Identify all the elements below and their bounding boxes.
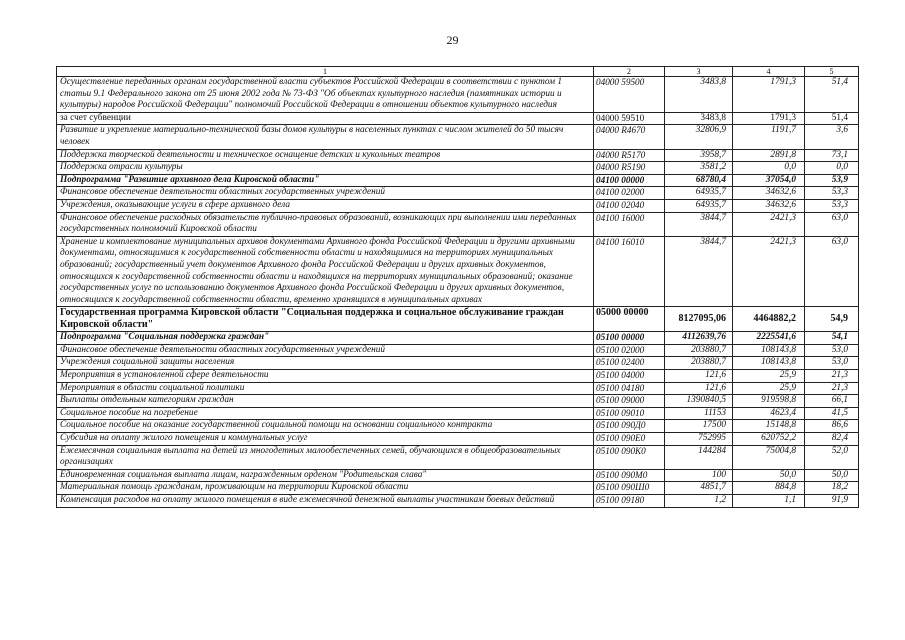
row-plan-value: 1,2 — [665, 495, 733, 508]
column-number-header — [57, 67, 859, 77]
table-row — [57, 174, 859, 187]
table-row — [57, 469, 859, 482]
row-plan-value: 3483,8 — [665, 112, 733, 125]
row-fact-value: 108143,8 — [733, 344, 805, 357]
row-name: Социальное пособие на погребение — [57, 407, 594, 420]
row-name: Подпрограмма "Развитие архивного дела Кировской области" — [57, 174, 594, 187]
row-plan-value: 3844,7 — [665, 212, 733, 236]
row-name: Государственная программа Кировской области "Социальная поддержка и социальное обслуживание граждан Кировской области" — [57, 307, 594, 332]
table-row — [57, 395, 859, 408]
row-fact-value: 2225541,6 — [733, 332, 805, 345]
row-code: 05100 02000 — [594, 344, 665, 357]
row-percent: 63,0 — [805, 236, 859, 307]
table-row — [57, 149, 859, 162]
table-row — [57, 420, 859, 433]
row-code: 05000 00000 — [594, 307, 665, 332]
row-fact-value: 15148,8 — [733, 420, 805, 433]
budget-table — [56, 66, 859, 508]
row-fact-value: 4464882,2 — [733, 307, 805, 332]
table-row — [57, 112, 859, 125]
row-percent: 66,1 — [805, 395, 859, 408]
row-percent: 63,0 — [805, 212, 859, 236]
row-percent: 54,9 — [805, 307, 859, 332]
row-name: Ежемесячная социальная выплата на детей из многодетных малообеспеченных семей, обучающихся в общеобразовательных организациях — [57, 445, 594, 469]
row-percent: 53,0 — [805, 357, 859, 370]
row-fact-value: 34632,6 — [733, 199, 805, 212]
row-plan-value: 68780,4 — [665, 174, 733, 187]
table-row — [57, 125, 859, 149]
row-plan-value: 64935,7 — [665, 199, 733, 212]
row-percent: 53,9 — [805, 174, 859, 187]
row-plan-value: 17500 — [665, 420, 733, 433]
page-number: 29 — [446, 33, 459, 47]
row-name: Социальное пособие на оказание государственной социальной помощи на основании социального контракта — [57, 420, 594, 433]
row-percent: 51,4 — [805, 77, 859, 113]
row-plan-value: 121,6 — [665, 382, 733, 395]
row-name: Финансовое обеспечение деятельности областных государственных учреждений — [57, 344, 594, 357]
row-fact-value: 37054,0 — [733, 174, 805, 187]
row-percent: 73,1 — [805, 149, 859, 162]
row-percent: 0,0 — [805, 162, 859, 175]
row-name: Учреждения социальной защиты населения — [57, 357, 594, 370]
row-fact-value: 1791,3 — [733, 77, 805, 113]
table-row — [57, 236, 859, 307]
row-percent: 21,3 — [805, 370, 859, 383]
row-percent: 53,3 — [805, 187, 859, 200]
row-name: Поддержка отрасли культуры — [57, 162, 594, 175]
row-percent: 53,0 — [805, 344, 859, 357]
table-row — [57, 77, 859, 113]
table-row — [57, 357, 859, 370]
row-name: Развитие и укрепление материально-технической базы домов культуры в населенных пунктах с числом жителей до 50 тысяч человек — [57, 125, 594, 149]
table-row — [57, 382, 859, 395]
row-code: 04000 R5190 — [594, 162, 665, 175]
row-plan-value: 3958,7 — [665, 149, 733, 162]
row-percent: 86,6 — [805, 420, 859, 433]
table-row — [57, 445, 859, 469]
row-name: Единовременная социальная выплата лицам, награжденным орденом "Родительская слава" — [57, 469, 594, 482]
row-fact-value: 1791,3 — [733, 112, 805, 125]
row-percent: 53,3 — [805, 199, 859, 212]
row-name: Осуществление переданных органам государственной власти субъектов Российской Федерации в соответствии с пунктом 1 статьи 9.1 Федерального закона от 25 июня 2002 года № 73-ФЗ "Об объектах культурного наследия (памятниках истории и культуры) народов Российской Федерации" полномочий Российской Федерации в отношении объектов культурного наследия — [57, 77, 594, 113]
table-row — [57, 407, 859, 420]
row-plan-value: 11153 — [665, 407, 733, 420]
row-plan-value: 4112639,76 — [665, 332, 733, 345]
row-code: 05100 02400 — [594, 357, 665, 370]
row-percent: 50,0 — [805, 469, 859, 482]
row-plan-value: 64935,7 — [665, 187, 733, 200]
row-plan-value: 3844,7 — [665, 236, 733, 307]
row-code: 04000 R5170 — [594, 149, 665, 162]
table-row — [57, 495, 859, 508]
table-row — [57, 199, 859, 212]
row-plan-value: 4851,7 — [665, 482, 733, 495]
table-row — [57, 212, 859, 236]
row-plan-value: 3581,2 — [665, 162, 733, 175]
row-code: 04100 16000 — [594, 212, 665, 236]
row-fact-value: 34632,6 — [733, 187, 805, 200]
table-row — [57, 332, 859, 345]
column-number-3: 3 — [665, 67, 733, 77]
row-fact-value: 0,0 — [733, 162, 805, 175]
row-code: 05100 09010 — [594, 407, 665, 420]
row-code: 05100 09180 — [594, 495, 665, 508]
row-fact-value: 108143,8 — [733, 357, 805, 370]
row-plan-value: 203880,7 — [665, 357, 733, 370]
table-row — [57, 307, 859, 332]
row-code: 04100 02000 — [594, 187, 665, 200]
table-row — [57, 482, 859, 495]
row-code: 04100 00000 — [594, 174, 665, 187]
row-percent: 54,1 — [805, 332, 859, 345]
row-name: Хранение и комплектование муниципальных архивов документами Архивного фонда Российской Федерации и другими архивными документами, относящимися к государственной собственности области и находящимися на территориях муниципальных образований; государственный учет документов Архивного фонда Российской Федерации и других архивных документов, относящихся к государственной собственности области и находящихся на территориях муниципальных образований; оказание государственных услуг по использованию документов Архивного фонда Российской Федерации и других архивных документов, относящихся к государственной собственности области, временно хранящихся в муниципальных архивах — [57, 236, 594, 307]
row-fact-value: 1191,7 — [733, 125, 805, 149]
row-percent: 21,3 — [805, 382, 859, 395]
row-name: Материальная помощь гражданам, проживающим на территории Кировской области — [57, 482, 594, 495]
row-code: 05100 090Д0 — [594, 420, 665, 433]
row-fact-value: 884,8 — [733, 482, 805, 495]
row-fact-value: 25,9 — [733, 370, 805, 383]
row-code: 04000 R4670 — [594, 125, 665, 149]
row-code: 05100 04180 — [594, 382, 665, 395]
row-fact-value: 75004,8 — [733, 445, 805, 469]
row-code: 04100 02040 — [594, 199, 665, 212]
row-percent: 51,4 — [805, 112, 859, 125]
row-name: за счет субвенции — [57, 112, 594, 125]
row-plan-value: 100 — [665, 469, 733, 482]
row-percent: 3,6 — [805, 125, 859, 149]
row-fact-value: 2421,3 — [733, 212, 805, 236]
row-name: Субсидия на оплату жилого помещения и коммунальных услуг — [57, 433, 594, 446]
row-percent: 41,5 — [805, 407, 859, 420]
row-code: 05100 04000 — [594, 370, 665, 383]
row-name: Компенсация расходов на оплату жилого помещения в виде ежемесячной денежной выплаты участникам боевых действий — [57, 495, 594, 508]
row-name: Выплаты отдельным категориям граждан — [57, 395, 594, 408]
row-plan-value: 1390840,5 — [665, 395, 733, 408]
column-number-4: 4 — [733, 67, 805, 77]
row-fact-value: 620752,2 — [733, 433, 805, 446]
row-code: 05100 090К0 — [594, 445, 665, 469]
column-number-5: 5 — [805, 67, 859, 77]
row-fact-value: 2421,3 — [733, 236, 805, 307]
row-percent: 52,0 — [805, 445, 859, 469]
row-plan-value: 8127095,06 — [665, 307, 733, 332]
row-fact-value: 50,0 — [733, 469, 805, 482]
table-row — [57, 370, 859, 383]
row-code: 05100 00000 — [594, 332, 665, 345]
row-fact-value: 1,1 — [733, 495, 805, 508]
row-fact-value: 2891,8 — [733, 149, 805, 162]
row-plan-value: 752995 — [665, 433, 733, 446]
table-row — [57, 344, 859, 357]
row-code: 04000 59510 — [594, 112, 665, 125]
row-code: 05100 090М0 — [594, 469, 665, 482]
row-code: 05100 090Е0 — [594, 433, 665, 446]
column-number-2: 2 — [594, 67, 665, 77]
row-fact-value: 4623,4 — [733, 407, 805, 420]
row-code: 05100 090Ш0 — [594, 482, 665, 495]
row-plan-value: 121,6 — [665, 370, 733, 383]
row-fact-value: 25,9 — [733, 382, 805, 395]
row-plan-value: 32806,9 — [665, 125, 733, 149]
row-name: Учреждения, оказывающие услуги в сфере архивного дела — [57, 199, 594, 212]
row-code: 04000 59500 — [594, 77, 665, 113]
row-plan-value: 144284 — [665, 445, 733, 469]
row-name: Мероприятия в области социальной политики — [57, 382, 594, 395]
row-name: Подпрограмма "Социальная поддержка граждан" — [57, 332, 594, 345]
row-percent: 91,9 — [805, 495, 859, 508]
row-name: Финансовое обеспечение деятельности областных государственных учреждений — [57, 187, 594, 200]
column-number-1: 1 — [57, 67, 594, 77]
table-row — [57, 187, 859, 200]
row-code: 05100 09000 — [594, 395, 665, 408]
row-name: Поддержка творческой деятельности и техническое оснащение детских и кукольных театров — [57, 149, 594, 162]
row-fact-value: 919598,8 — [733, 395, 805, 408]
row-plan-value: 3483,8 — [665, 77, 733, 113]
row-name: Мероприятия в установленной сфере деятельности — [57, 370, 594, 383]
row-percent: 18,2 — [805, 482, 859, 495]
row-name: Финансовое обеспечение расходных обязательств публично-правовых образований, возникающих при выполнении ими переданных государственных полномочий Кировской области — [57, 212, 594, 236]
row-percent: 82,4 — [805, 433, 859, 446]
table-row — [57, 162, 859, 175]
row-code: 04100 16010 — [594, 236, 665, 307]
row-plan-value: 203880,7 — [665, 344, 733, 357]
table-row — [57, 433, 859, 446]
